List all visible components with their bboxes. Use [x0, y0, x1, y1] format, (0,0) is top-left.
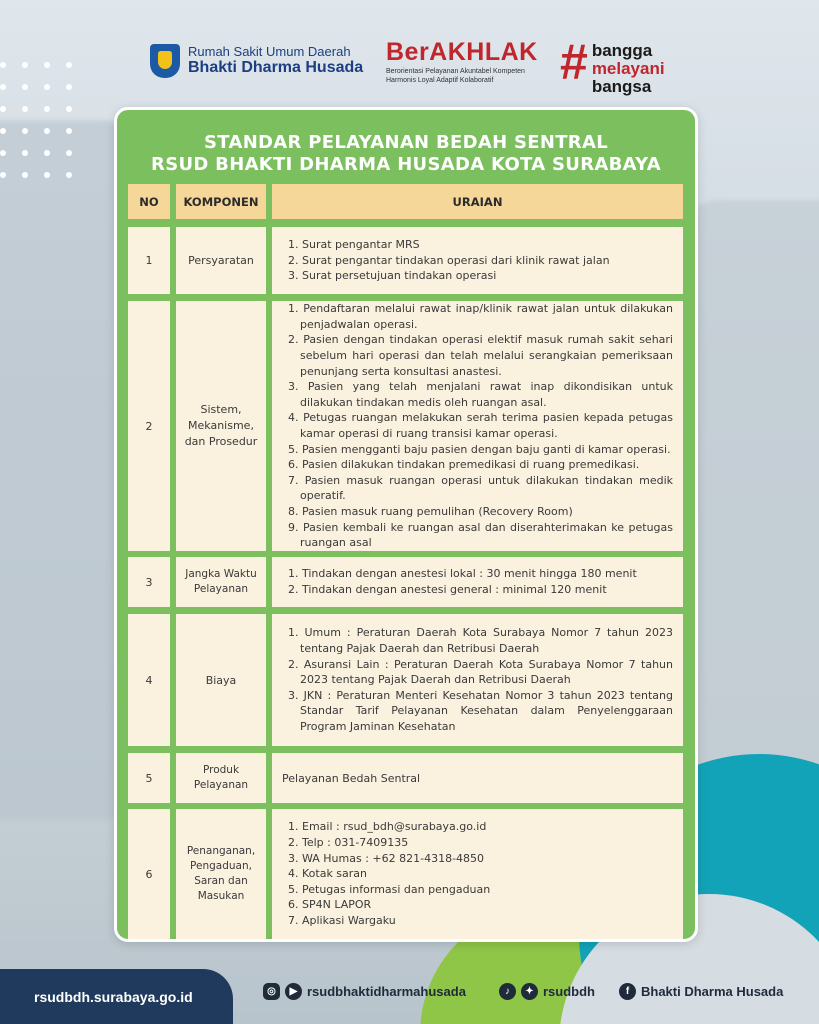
facebook-icon: f [619, 983, 636, 1000]
page-title [117, 132, 695, 175]
list-item: 7. Pasien masuk ruangan operasi untuk dilakukan tindakan medik operatif. [288, 473, 673, 503]
hospital-name-line2: Bhakti Dharma Husada [188, 59, 364, 77]
list-item: 2. Surat pengantar tindakan operasi dari klinik rawat jalan [288, 253, 610, 267]
instagram-icon: ◎ [263, 983, 280, 1000]
list-item: 6. Pasien dilakukan tindakan premedikasi di ruang premedikasi. [288, 458, 640, 472]
row-1-no: 1 [128, 227, 170, 294]
header-uraian: URAIAN [272, 184, 683, 219]
row-2-komponen: Sistem, Mekanisme, dan Prosedur [176, 301, 266, 551]
list-item: 2. Telp : 031-7409135 [288, 836, 409, 850]
list-item: 1. Tindakan dengan anestesi lokal : 30 menit hingga 180 menit [288, 567, 637, 581]
berakhlak-subtitle-2: Harmonis Loyal Adaptif Kolaboratif [386, 76, 494, 84]
service-standard-card [114, 107, 698, 942]
list-item: 2. Asuransi Lain : Peraturan Daerah Kota Surabaya Nomor 7 tahun 2023 tentang Pajak Daerah dan Retribusi Daerah [288, 657, 673, 687]
row-6-uraian [272, 809, 683, 939]
row-4-komponen: Biaya [176, 614, 266, 746]
hospital-logo [150, 44, 363, 78]
list-item: 1. Umum : Peraturan Daerah Kota Surabaya Nomor 7 tahun 2023 tentang Pajak Daerah dan Retribusi Daerah [288, 626, 673, 656]
row-2-no: 2 [128, 301, 170, 551]
list-item: 8. Pasien masuk ruang pemulihan (Recovery Room) [288, 504, 573, 518]
row-1-uraian [272, 227, 683, 294]
row-6-no: 6 [128, 809, 170, 939]
social-instagram-youtube[interactable] [263, 983, 466, 1000]
list-item: 3. WA Humas : +62 821-4318-4850 [288, 851, 485, 865]
bangga-melayani-logo [560, 34, 665, 96]
hospital-name-line1: Rumah Sakit Umum Daerah [188, 44, 351, 60]
tiktok-icon: ♪ [499, 983, 516, 1000]
berakhlak-logo [386, 40, 538, 86]
shield-icon [150, 44, 180, 78]
list-item: 7. Aplikasi Wargaku [288, 913, 396, 927]
title-line-2: RSUD BHAKTI DHARMA HUSADA KOTA SURABAYA [151, 153, 661, 175]
list-item: 6. SP4N LAPOR [288, 898, 372, 912]
facebook-handle[interactable]: Bhakti Dharma Husada [641, 984, 784, 999]
bangga-word-2: melayani [591, 58, 665, 78]
row-5-uraian: Pelayanan Bedah Sentral [272, 753, 683, 803]
list-item: 3. Pasien yang telah menjalani rawat inap dikondisikan untuk dilakukan tindakan medis oleh ruangan asal. [288, 380, 673, 409]
decor-dots [0, 62, 88, 178]
row-5-no: 5 [128, 753, 170, 803]
row-5-komponen: Produk Pelayanan [176, 753, 266, 803]
row-3-uraian [272, 557, 683, 607]
bangga-word-1: bangga [591, 41, 653, 60]
list-item: 9. Pasien kembali ke ruangan asal dan diserahterimakan ke petugas ruangan asal [288, 520, 673, 550]
row-3-komponen: Jangka Waktu Pelayanan [176, 557, 266, 607]
list-item: 4. Petugas ruangan melakukan serah terima pasien kepada petugas kamar operasi di ruang transisi kamar operasi. [288, 411, 673, 440]
berakhlak-wordmark: BerAKHLAK [386, 38, 538, 66]
website-badge[interactable] [0, 969, 233, 1024]
header-no: NO [128, 184, 170, 219]
title-line-1: STANDAR PELAYANAN BEDAH SENTRAL [204, 132, 608, 153]
list-item: 2. Tindakan dengan anestesi general : minimal 120 menit [288, 583, 607, 596]
row-1-komponen: Persyaratan [176, 227, 266, 294]
youtube-icon: ▶ [285, 983, 302, 1000]
list-item: 4. Kotak saran [288, 867, 368, 881]
list-item: 1. Pendaftaran melalui rawat inap/klinik rawat jalan untuk dilakukan penjadwalan operasi. [288, 302, 673, 331]
row-6-komponen: Penanganan, Pengaduan, Saran dan Masukan [176, 809, 266, 939]
berakhlak-subtitle-1: Berorientasi Pelayanan Akuntabel Kompeten [386, 68, 525, 75]
list-item: 3. JKN : Peraturan Menteri Kesehatan Nomor 3 tahun 2023 tentang Standar Tarif Pelayanan Kesehatan dalam Penyelenggaraan Program Jaminan Kesehatan [288, 688, 673, 733]
tiktok-handle[interactable]: rsudbdh [543, 984, 595, 999]
row-4-no: 4 [128, 614, 170, 746]
list-item: 1. Surat pengantar MRS [288, 238, 420, 252]
website-link[interactable]: rsudbdh.surabaya.go.id [34, 988, 193, 1005]
list-item: 2. Pasien dengan tindakan operasi elektif masuk rumah sakit sehari sebelum hari operasi dan telah melalui serangkaian pemeriksaan penunjang serta konsultasi anastesi. [288, 333, 673, 378]
row-4-uraian [272, 614, 683, 746]
row-3-no: 3 [128, 557, 170, 607]
bangga-word-3: bangsa [591, 76, 652, 96]
row-2-uraian [272, 301, 683, 551]
social-tiktok-twitter[interactable] [499, 983, 595, 1000]
background-blur-right [679, 200, 819, 800]
list-item: 5. Petugas informasi dan pengaduan [288, 882, 491, 896]
header-komponen: KOMPONEN [176, 184, 266, 219]
twitter-icon: ✦ [521, 983, 538, 1000]
hashtag-icon: # [560, 34, 588, 90]
list-item: 5. Pasien mengganti baju pasien dengan baju ganti di kamar operasi. [288, 442, 671, 456]
social-facebook[interactable] [619, 983, 783, 1000]
list-item: 1. Email : rsud_bdh@surabaya.go.id [288, 820, 487, 834]
instagram-handle[interactable]: rsudbhaktidharmahusada [307, 984, 466, 999]
list-item: 3. Surat persetujuan tindakan operasi [288, 269, 497, 283]
